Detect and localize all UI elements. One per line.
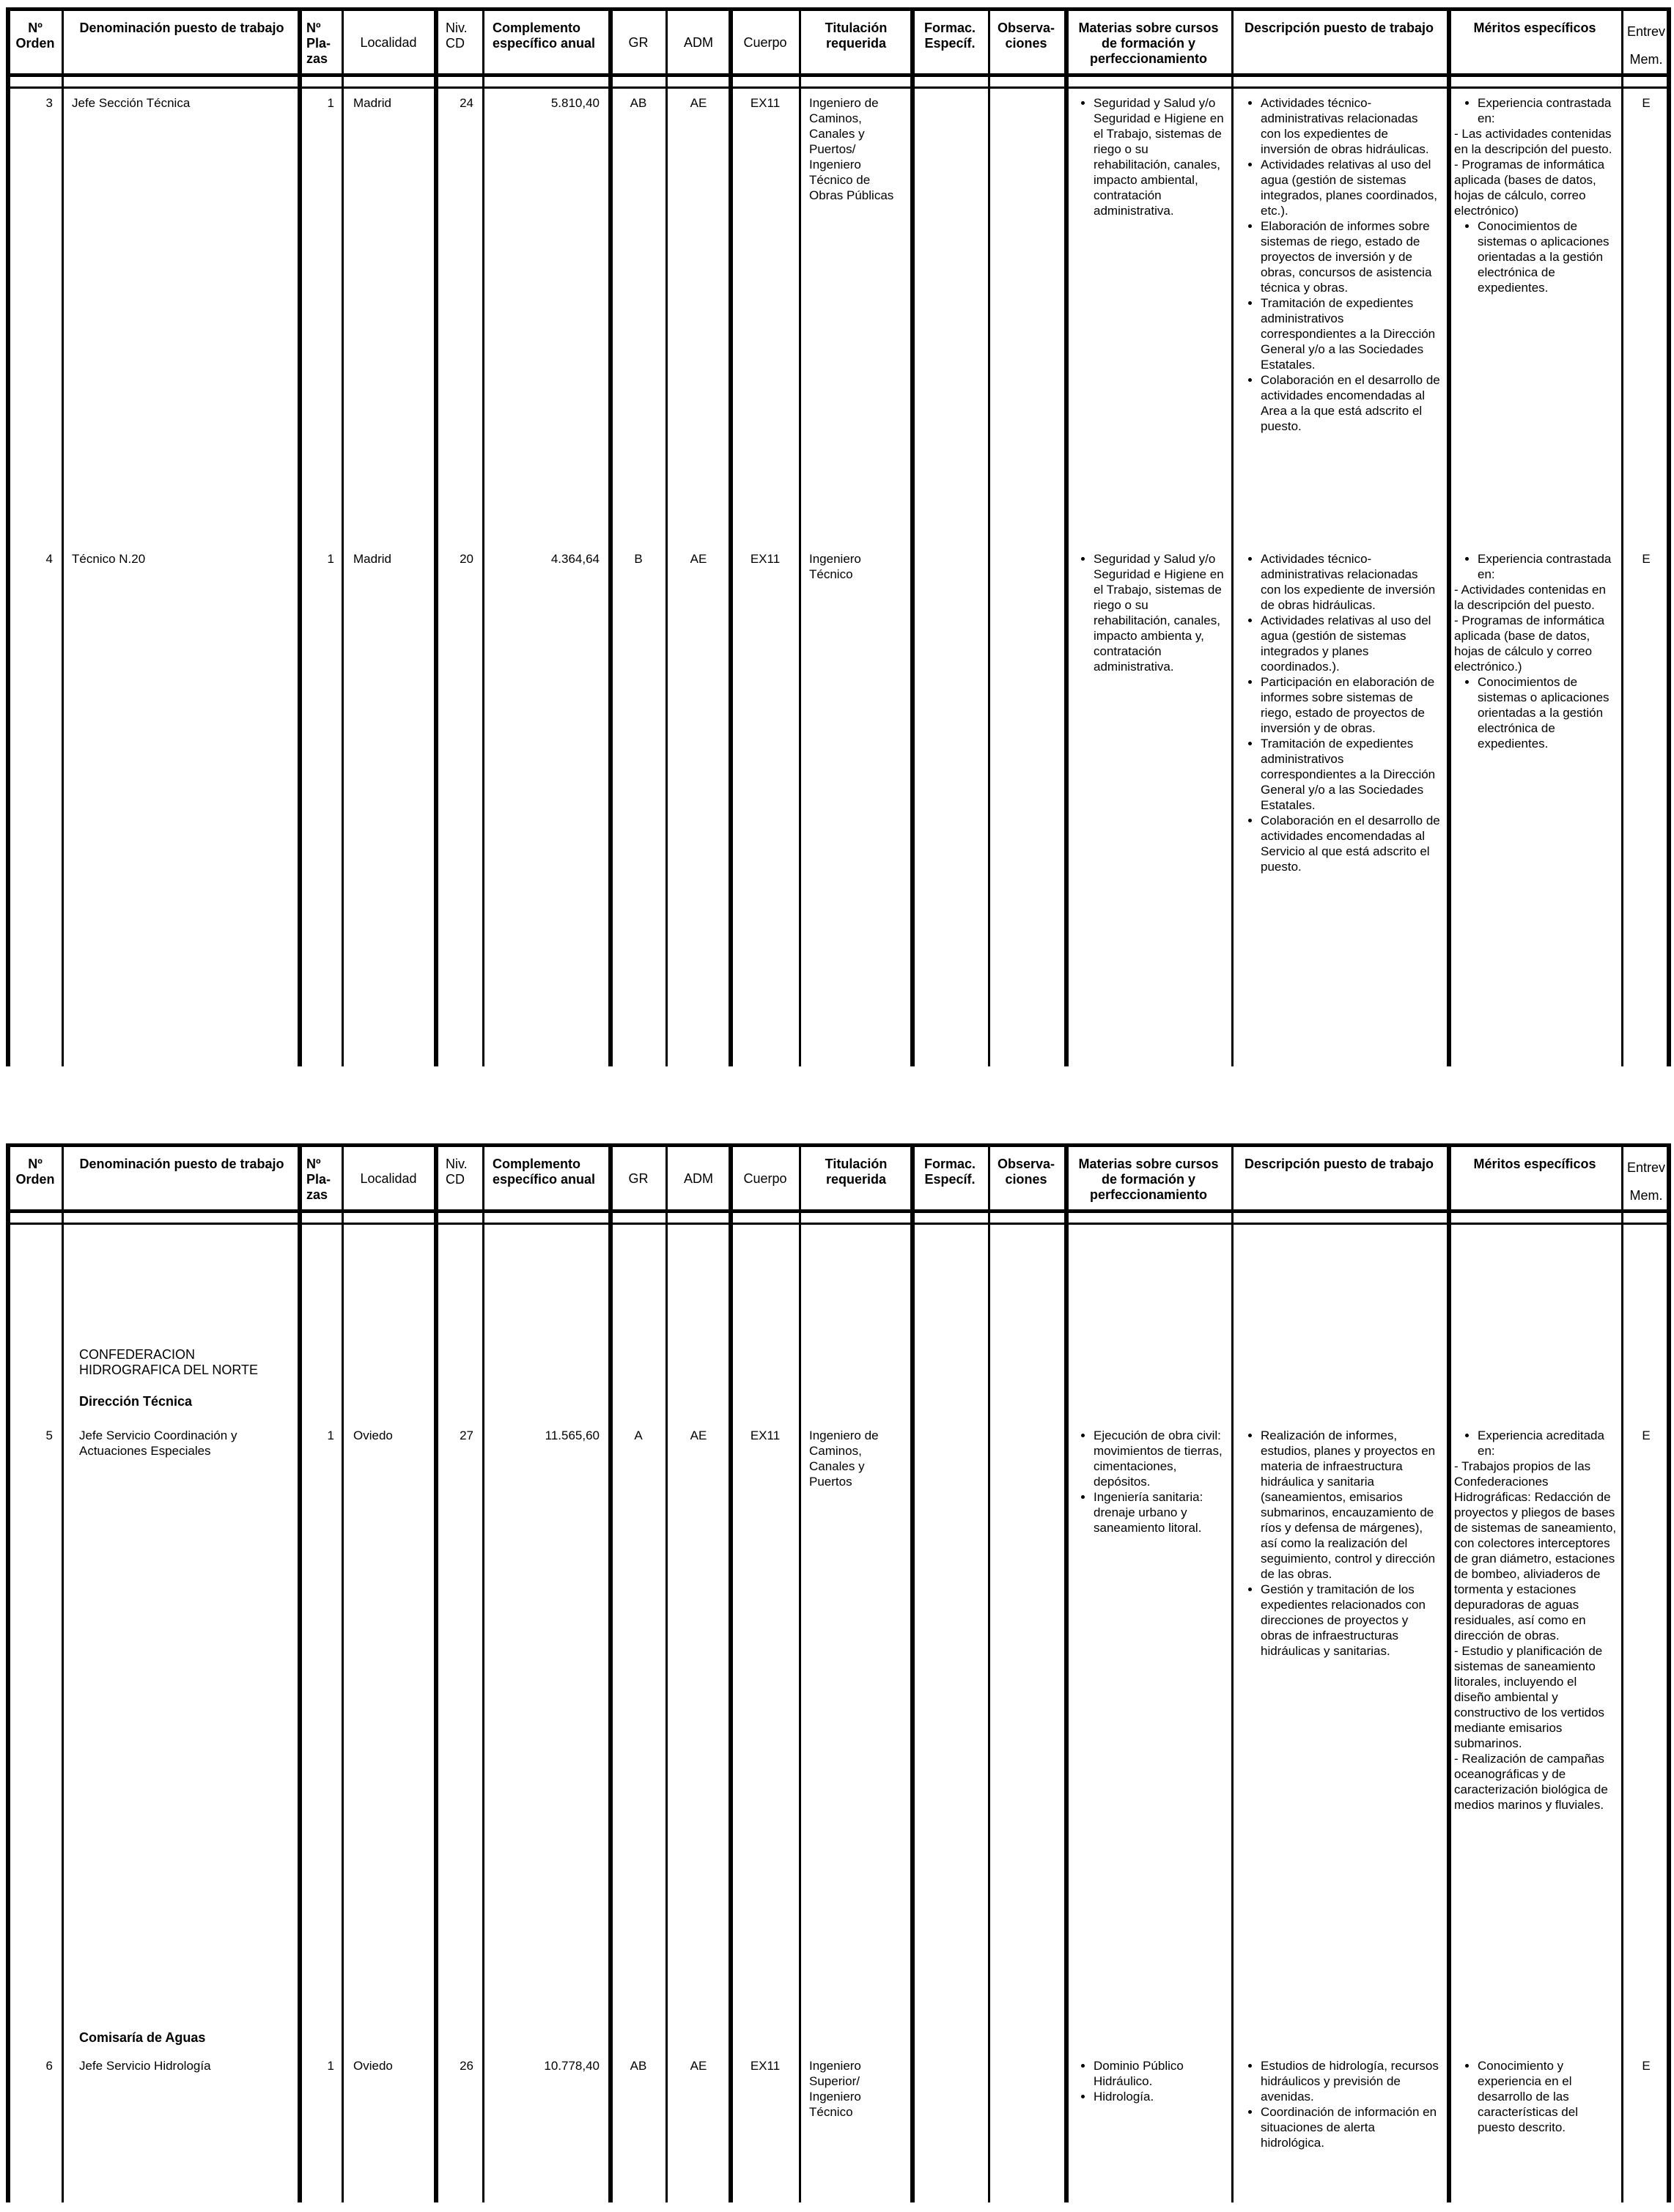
header-descripcion: Descripción puesto de trabajo	[1244, 1157, 1434, 1171]
merito-text: - Trabajos propios de las Confederaciones Hidrográficas: Redacción de proyectos y pliegos de bases de sistemas de saneamiento, con colectores interceptores de gran diámetro, estaciones de bombeo, aliviaderos de tormenta y estaciones depuradoras de aguas residuales, así como en dirección de obras. - Estudio y planificación de sistemas de saneamiento litorales, incluyendo el diseño ambiental y constructivo de los vertidos mediante emisarios submarinos. - Realización de campañas oceanográficas y de caracterización biológica de medios marinos y fluviales.	[1454, 1459, 1617, 1812]
row-denominacion: Jefe Sección Técnica	[72, 96, 191, 110]
row-meritos	[1454, 1428, 1617, 1813]
header-nivel: Niv. CD	[446, 1157, 468, 1187]
descripcion-item: • Actividades técnico-administrativas relacionadas con los expediente de inversión de obras hidráulicas.	[1261, 551, 1441, 613]
row-entrevista: E	[1642, 552, 1651, 566]
table-page-2	[6, 1143, 1671, 2202]
row-gr: AB	[630, 2059, 647, 2073]
row-denominacion: Jefe Servicio Hidrología	[79, 2059, 211, 2073]
header-nivel: Niv. CD	[446, 21, 468, 51]
merito-item: • Conocimientos de sistemas o aplicaciones orientadas a la gestión electrónica de expedientes.	[1478, 674, 1617, 751]
row-nivel: 24	[460, 96, 473, 110]
row-order: 3	[45, 96, 53, 110]
header-meritos: Méritos específicos	[1473, 21, 1596, 35]
merito-item: • Experiencia contrastada en:	[1478, 551, 1617, 582]
row-descripcion	[1237, 1428, 1441, 1659]
header-plazas: Nº Pla-zas	[306, 1157, 331, 1202]
row-meritos	[1454, 2058, 1617, 2135]
row-gr: AB	[630, 96, 647, 110]
header-order: Nº Orden	[15, 21, 55, 51]
row-adm: AE	[690, 1428, 707, 1442]
row-adm: AE	[690, 2059, 707, 2073]
descripcion-item: • Colaboración en el desarrollo de actividades encomendadas al Area a la que está adscrito el puesto.	[1261, 372, 1441, 434]
materia-item: • Ejecución de obra civil: movimientos de tierras, cimentaciones, depósitos.	[1094, 1428, 1224, 1489]
row-plazas: 1	[327, 1428, 334, 1442]
descripcion-item: • Tramitación de expedientes administrativos correspondientes a la Dirección General y/o a las Sociedades Estatales.	[1261, 295, 1441, 372]
materia-item: • Hidrología.	[1094, 2089, 1224, 2104]
section-organismo: CONFEDERACION HIDROGRAFICA DEL NORTE	[79, 1347, 259, 1377]
descripcion-item: • Colaboración en el desarrollo de actividades encomendadas al Servicio al que está adscrito el puesto.	[1261, 813, 1441, 874]
descripcion-item: • Elaboración de informes sobre sistemas de riego, estado de proyectos de inversión y de obras, concursos de asistencia técnica y obras.	[1261, 218, 1441, 295]
row-plazas: 1	[327, 2059, 334, 2073]
row-order: 6	[45, 2059, 53, 2073]
row-gr: A	[634, 1428, 643, 1442]
row-materias	[1070, 2058, 1224, 2104]
row-localidad: Madrid	[353, 552, 391, 566]
descripcion-item: • Participación en elaboración de informes sobre sistemas de riego, estado de proyectos de inversión y de obras.	[1261, 674, 1441, 736]
descripcion-item: • Estudios de hidrología, recursos hidráulicos y previsión de avenidas.	[1261, 2058, 1441, 2104]
descripcion-item: • Tramitación de expedientes administrativos correspondientes a la Dirección General y/o a las Sociedades Estatales.	[1261, 736, 1441, 813]
row-nivel: 20	[460, 552, 473, 566]
row-denominacion: Técnico N.20	[72, 552, 146, 566]
header-localidad: Localidad	[360, 1171, 417, 1186]
header-materias: Materias sobre cursos de formación y perfeccionamiento	[1078, 1157, 1219, 1202]
row-entrevista: E	[1642, 96, 1651, 110]
materia-item: • Seguridad y Salud y/o Seguridad e Higiene en el Trabajo, sistemas de riego o su rehabilitación, canales, impacto ambienta y, contratación administrativa.	[1094, 551, 1224, 674]
header-descripcion: Descripción puesto de trabajo	[1244, 21, 1434, 35]
descripcion-item: • Coordinación de información en situaciones de alerta hidrológica.	[1261, 2104, 1441, 2150]
header-gr: GR	[628, 35, 649, 50]
header-adm: ADM	[684, 1171, 713, 1186]
row-adm: AE	[690, 552, 707, 566]
descripcion-item: • Realización de informes, estudios, planes y proyectos en materia de infraestructura hidráulica y sanitaria (saneamientos, emisarios submarinos, encauzamiento de ríos y defensa de márgenes), así como la realización del seguimiento, control y dirección de las obras.	[1261, 1428, 1441, 1582]
header-adm: ADM	[684, 35, 713, 50]
header-denominacion: Denominación puesto de trabajo	[79, 1157, 284, 1171]
row-meritos	[1454, 95, 1617, 295]
row-titulacion: Ingeniero Superior/ Ingeniero Técnico	[809, 2059, 861, 2119]
row-entrevista: E	[1642, 2059, 1651, 2073]
row-descripcion	[1237, 551, 1441, 874]
descripcion-item: • Actividades relativas al uso del agua (gestión de sistemas integrados y planes coordinados.).	[1261, 613, 1441, 674]
header-observaciones: Observa-ciones	[997, 21, 1055, 51]
row-materias	[1070, 95, 1224, 218]
header-formacion: Formac. Específ.	[923, 1157, 976, 1187]
header-titulacion: Titulación requerida	[825, 21, 888, 51]
header-complemento: Complemento específico anual	[493, 1157, 596, 1187]
row-materias	[1070, 1428, 1224, 1536]
merito-item: • Experiencia acreditada en:	[1478, 1428, 1617, 1459]
merito-text: - Las actividades contenidas en la descripción del puesto. - Programas de informática aplicada (bases de datos, hojas de cálculo, correo electrónico)	[1454, 127, 1612, 218]
header-denominacion: Denominación puesto de trabajo	[79, 21, 284, 35]
merito-item: • Conocimientos de sistemas o aplicaciones orientadas a la gestión electrónica de expedientes.	[1478, 218, 1617, 295]
row-titulacion: Ingeniero Técnico	[809, 552, 861, 581]
merito-item: • Experiencia contrastada en:	[1478, 95, 1617, 126]
table-page-1	[6, 7, 1671, 1066]
row-titulacion: Ingeniero de Caminos, Canales y Puertos/ Ingeniero Técnico de Obras Públicas	[809, 96, 894, 202]
row-meritos	[1454, 551, 1617, 751]
row-cuerpo: EX11	[750, 1428, 781, 1442]
merito-item: • Conocimiento y experiencia en el desarrollo de las características del puesto descrito.	[1478, 2058, 1617, 2135]
row-localidad: Madrid	[353, 96, 391, 110]
header-titulacion: Titulación requerida	[825, 1157, 888, 1187]
header-localidad: Localidad	[360, 35, 417, 50]
row-localidad: Oviedo	[353, 1428, 393, 1442]
row-cuerpo: EX11	[750, 2059, 781, 2073]
row-nivel: 27	[460, 1428, 473, 1442]
header-entrevista: Entrev Mem.	[1626, 1160, 1666, 1203]
row-order: 5	[45, 1428, 53, 1442]
header-observaciones: Observa-ciones	[997, 1157, 1055, 1187]
row-denominacion: Jefe Servicio Coordinación y Actuaciones Especiales	[79, 1428, 237, 1458]
materia-item: • Dominio Público Hidráulico.	[1094, 2058, 1224, 2089]
descripcion-item: • Gestión y tramitación de los expedientes relacionados con direcciones de proyectos y obras de infraestructuras hidráulicas y sanitarias.	[1261, 1582, 1441, 1659]
materia-item: • Seguridad y Salud y/o Seguridad e Higiene en el Trabajo, sistemas de riego o su rehabilitación, canales, impacto ambiental, contratación administrativa.	[1094, 95, 1224, 218]
row-adm: AE	[690, 96, 707, 110]
row-descripcion	[1237, 2058, 1441, 2150]
row-cuerpo: EX11	[750, 552, 781, 566]
row-complemento: 11.565,60	[545, 1428, 600, 1442]
row-plazas: 1	[327, 96, 334, 110]
section-direccion: Dirección Técnica	[79, 1394, 193, 1409]
row-localidad: Oviedo	[353, 2059, 393, 2073]
row-cuerpo: EX11	[750, 96, 781, 110]
row-materias	[1070, 551, 1224, 674]
row-complemento: 10.778,40	[544, 2059, 600, 2073]
row-order: 4	[45, 552, 53, 566]
row-complemento: 5.810,40	[550, 96, 600, 110]
materia-item: • Ingeniería sanitaria: drenaje urbano y saneamiento litoral.	[1094, 1489, 1224, 1536]
section-comisaria: Comisaría de Aguas	[79, 2030, 206, 2045]
row-gr: B	[634, 552, 643, 566]
header-materias: Materias sobre cursos de formación y perfeccionamiento	[1078, 21, 1219, 66]
row-titulacion: Ingeniero de Caminos, Canales y Puertos	[809, 1428, 879, 1489]
row-plazas: 1	[327, 552, 334, 566]
header-entrevista: Entrev Mem.	[1626, 24, 1666, 67]
header-order: Nº Orden	[15, 1157, 55, 1187]
header-formacion: Formac. Específ.	[923, 21, 976, 51]
header-meritos: Méritos específicos	[1473, 1157, 1596, 1171]
row-descripcion	[1237, 95, 1441, 434]
row-complemento: 4.364,64	[550, 552, 600, 566]
header-gr: GR	[628, 1171, 649, 1186]
header-cuerpo: Cuerpo	[743, 1171, 787, 1186]
descripcion-item: • Actividades técnico-administrativas relacionadas con los expedientes de inversión de obras hidráulicas.	[1261, 95, 1441, 157]
descripcion-item: • Actividades relativas al uso del agua (gestión de sistemas integrados, planes coordinados, etc.).	[1261, 157, 1441, 218]
header-cuerpo: Cuerpo	[743, 35, 787, 50]
header-plazas: Nº Pla-zas	[306, 21, 331, 66]
merito-text: - Actividades contenidas en la descripción del puesto. - Programas de informática aplicada (base de datos, hojas de cálculo y correo electrónico.)	[1454, 583, 1606, 674]
row-nivel: 26	[460, 2059, 473, 2073]
row-entrevista: E	[1642, 1428, 1651, 1442]
header-complemento: Complemento específico anual	[493, 21, 596, 51]
